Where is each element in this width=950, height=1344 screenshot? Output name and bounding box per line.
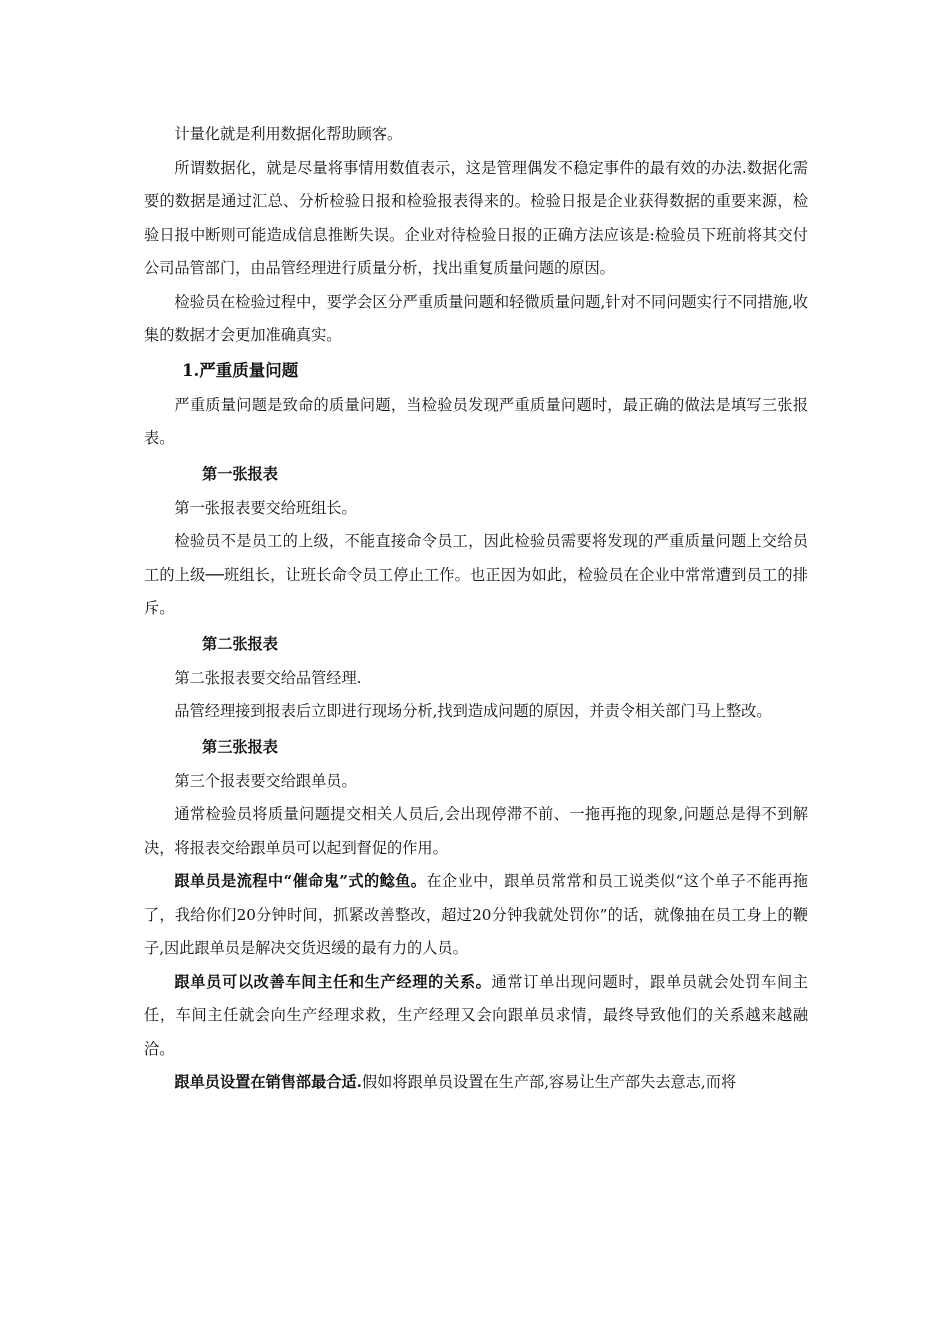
paragraph: 所谓数据化，就是尽量将事情用数值表示，这是管理偶发不稳定事件的最有效的办法.数据化需要的数据是通过汇总、分析检验日报和检验报表得来的。检验日报是企业获得数据的重要来源，检验日报中断则可能造成信息推断失误。企业对待检验日报的正确方法应该是:检验员下班前将其交付公司品管部门，由品管经理进行质量分析，找出重复质量问题的原因。 <box>144 158 808 277</box>
paragraph: 品管经理接到报表后立即进行现场分析,找到造成问题的原因，并责令相关部门马上整改。 <box>174 702 772 720</box>
paragraph: 计量化就是利用数据化帮助顾客。 <box>174 125 403 143</box>
paragraph <box>144 966 808 1067</box>
document-body <box>144 118 808 1100</box>
paragraph: 第三个报表要交给跟单员。 <box>174 771 357 790</box>
lead-sentence: 跟单员是流程中“催命鬼”式的鲶鱼。 <box>174 872 427 890</box>
paragraph: 通常检验员将质量问题提交相关人员后,会出现停滞不前、一拖再拖的现象,问题总是得不到解决，将报表交给跟单员可以起到督促的作用。 <box>144 805 808 857</box>
subsection-heading: 第二张报表 <box>202 634 278 653</box>
paragraph <box>144 865 808 966</box>
paragraph-text: 假如将跟单员设置在生产部,容易让生产部失去意志,而将 <box>361 1073 737 1091</box>
subsection-heading: 第三张报表 <box>202 737 278 756</box>
lead-sentence: 跟单员设置在销售部最合适. <box>174 1073 362 1091</box>
lead-sentence: 跟单员可以改善车间主任和生产经理的关系。 <box>174 972 492 991</box>
paragraph: 检验员在检验过程中，要学会区分严重质量问题和轻微质量问题,针对不同问题实行不同措施,收集的数据才会更加准确真实。 <box>144 292 808 344</box>
paragraph-text: 在企业中，跟单员常常和员工说类似“这个单子不能再拖了，我给你们20分钟时间，抓紧改善整改，超过20分钟我就处罚你”的话，就像抽在员工身上的鞭子,因此跟单员是解决交货迟缓的最有力的人员。 <box>144 872 808 957</box>
paragraph: 检验员不是员工的上级，不能直接命令员工，因此检验员需要将发现的严重质量问题上交给员工的上级──班组长，让班长命令员工停止工作。也正因为如此，检验员在企业中常常遭到员工的排斥。 <box>144 532 808 617</box>
paragraph <box>144 1066 808 1100</box>
paragraph-text: 通常订单出现问题时，跟单员就会处罚车间主任，车间主任就会向生产经理求救，生产经理又会向跟单员求情，最终导致他们的关系越来越融洽。 <box>144 972 809 1058</box>
section-heading: 1.严重质量问题 <box>182 360 299 380</box>
paragraph: 第二张报表要交给品管经理. <box>174 668 362 687</box>
paragraph: 严重质量问题是致命的质量问题，当检验员发现严重质量问题时，最正确的做法是填写三张报表。 <box>144 395 808 447</box>
subsection-heading: 第一张报表 <box>202 464 278 483</box>
paragraph: 第一张报表要交给班组长。 <box>174 498 357 517</box>
